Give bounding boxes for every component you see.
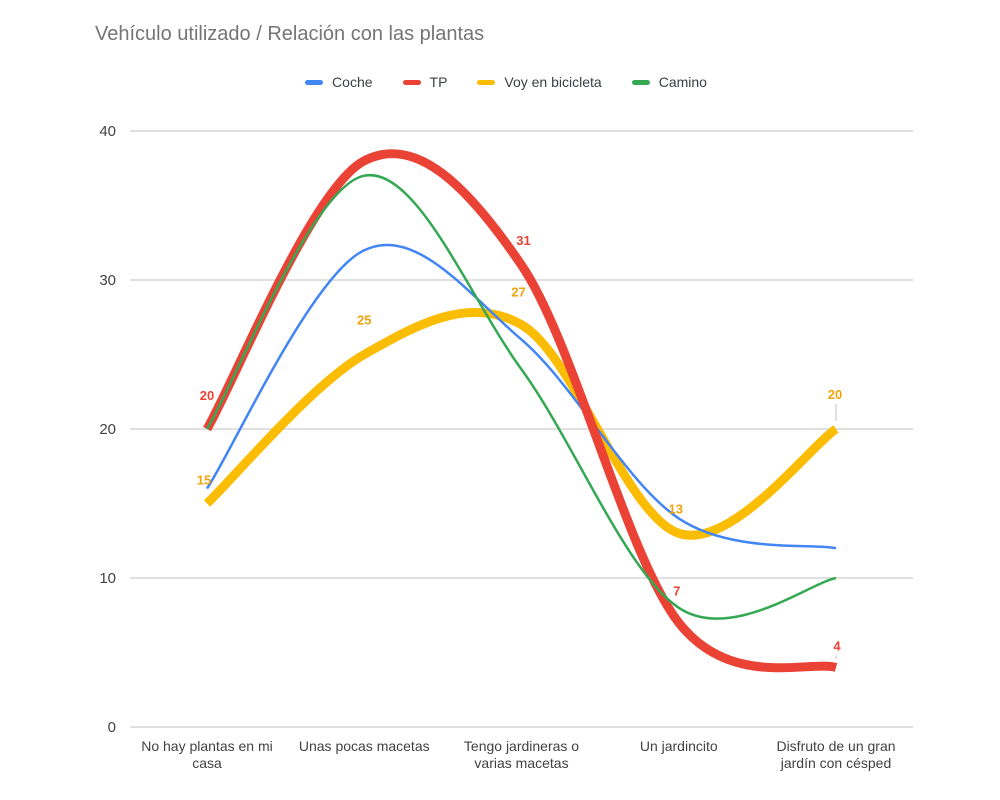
y-tick-label: 30 (99, 272, 116, 289)
x-category-label: casa (192, 755, 222, 771)
x-category-label: varias macetas (474, 755, 569, 771)
x-category-label: Un jardincito (639, 738, 718, 754)
x-category-label: jardín con césped (780, 755, 892, 771)
y-tick-label: 40 (99, 123, 116, 140)
legend-label: Voy en bicicleta (504, 74, 602, 90)
y-tick-label: 0 (107, 719, 116, 736)
point-label-tp-0: 20 (199, 388, 215, 403)
x-category-label: Unas pocas macetas (298, 738, 430, 754)
point-label-voy-en-bicicleta-2: 27 (511, 284, 526, 300)
point-label-tp-3: 7 (673, 583, 681, 599)
series-line-voy-en-bicicleta (207, 312, 836, 535)
legend-label: Camino (658, 74, 707, 90)
point-label-voy-en-bicicleta-3: 13 (668, 501, 683, 517)
legend-label: TP (429, 74, 448, 90)
point-label-voy-en-bicicleta-0: 15 (196, 472, 212, 488)
point-label-voy-en-bicicleta-4: 20 (827, 387, 843, 402)
point-label-tp-2: 31 (516, 233, 531, 249)
y-tick-label: 10 (99, 570, 116, 587)
y-tick-label: 20 (99, 421, 116, 438)
point-label-tp-4: 4 (833, 638, 841, 654)
legend-label: Coche (332, 74, 373, 90)
x-category-label: Tengo jardineras o (463, 738, 580, 754)
chart-title: Vehículo utilizado / Relación con las plantas (95, 23, 485, 45)
x-category-label: Disfruto de un gran (776, 738, 896, 754)
x-category-label: No hay plantas en mi (141, 738, 273, 754)
point-label-voy-en-bicicleta-1: 25 (357, 312, 372, 328)
